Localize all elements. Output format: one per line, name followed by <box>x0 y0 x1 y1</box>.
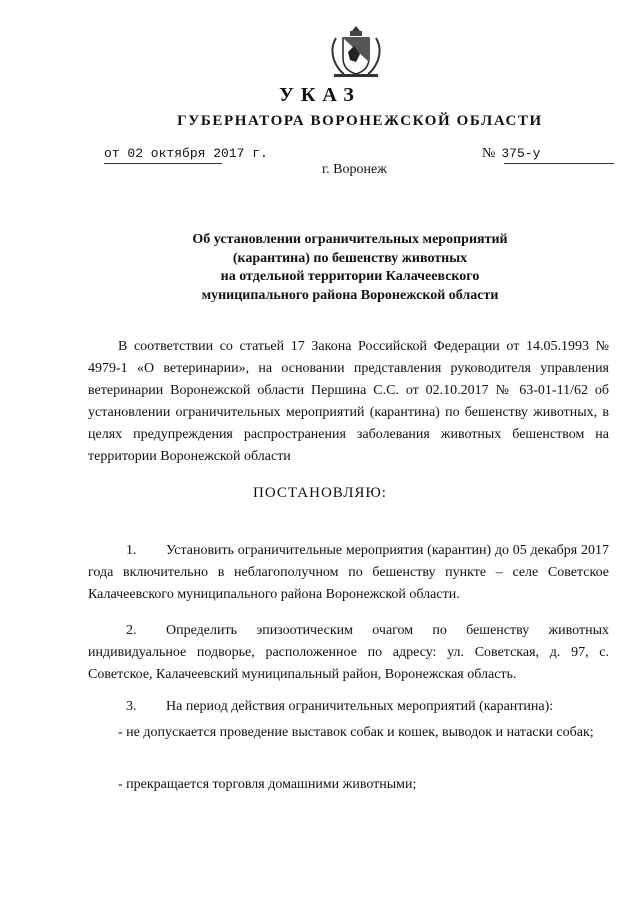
number-underline <box>504 163 614 164</box>
item-3-paragraph <box>88 696 609 718</box>
item-2 <box>88 620 609 686</box>
item-number: 1. <box>126 543 137 558</box>
number-prefix: № <box>482 146 496 161</box>
subitem-text: - не допускается проведение выставок собак и кошек, выводок и натаски собак; <box>118 725 594 740</box>
document-heading <box>150 231 550 305</box>
date-text: от 02 октября 2017 г. <box>104 146 268 161</box>
heading-line: (карантина) по бешенству животных <box>232 250 468 266</box>
subitem-2 <box>88 774 609 796</box>
document-title: УКАЗ <box>279 84 361 106</box>
item-text: Установить ограничительные мероприятия (карантин) до 05 декабря 2017 года включительно в неблагополучном по бешенству пункте – селе Советское Калачеевского муниципального района Воронежской области. <box>88 543 609 602</box>
heading-line: на отдельной территории Калачеевского <box>220 269 480 284</box>
item-3 <box>88 696 609 718</box>
number-value: 375-у <box>501 146 541 161</box>
item-1-paragraph <box>88 540 609 606</box>
document-subtitle: ГУБЕРНАТОРА ВОРОНЕЖСКОЙ ОБЛАСТИ <box>177 113 543 129</box>
document-number <box>482 146 540 162</box>
decree-word: ПОСТАНОВЛЯЮ: <box>253 485 387 501</box>
item-text: На период действия ограничительных мероприятий (карантина): <box>166 699 554 714</box>
item-number: 2. <box>126 623 137 638</box>
preamble-text: В соответствии со статьей 17 Закона Российской Федерации от 14.05.1993 № 4979-1 «О ветеринарии», на основании представления руководителя управления ветеринарии Воронежской области Першина С.С. от 02.10.2017 № 63-01-11/62 об установлении ограничительных мероприятий (карантина) по бешенству животных, в целях предупреждения распространения заболевания животных бешенством на территории Воронежской области <box>88 339 609 464</box>
date-underline <box>104 163 222 164</box>
item-1 <box>88 540 609 606</box>
heading-line: Об установлении ограничительных мероприятий <box>192 232 508 247</box>
coat-of-arms-icon <box>326 22 386 80</box>
subitem-1 <box>88 722 609 744</box>
document-date <box>104 146 268 161</box>
preamble-paragraph <box>88 336 609 468</box>
document-city: г. Воронеж <box>322 162 387 177</box>
item-2-paragraph <box>88 620 609 686</box>
item-number: 3. <box>126 699 137 714</box>
heading-line: муниципального района Воронежской области <box>201 287 499 303</box>
subitem-text: - прекращается торговля домашними животными; <box>118 777 417 792</box>
item-text: Определить эпизоотическим очагом по бешенству животных индивидуальное подворье, расположенное по адресу: ул. Советская, д. 97, с. Советское, Калачеевский муниципальный район, Воронежская область. <box>88 623 609 682</box>
